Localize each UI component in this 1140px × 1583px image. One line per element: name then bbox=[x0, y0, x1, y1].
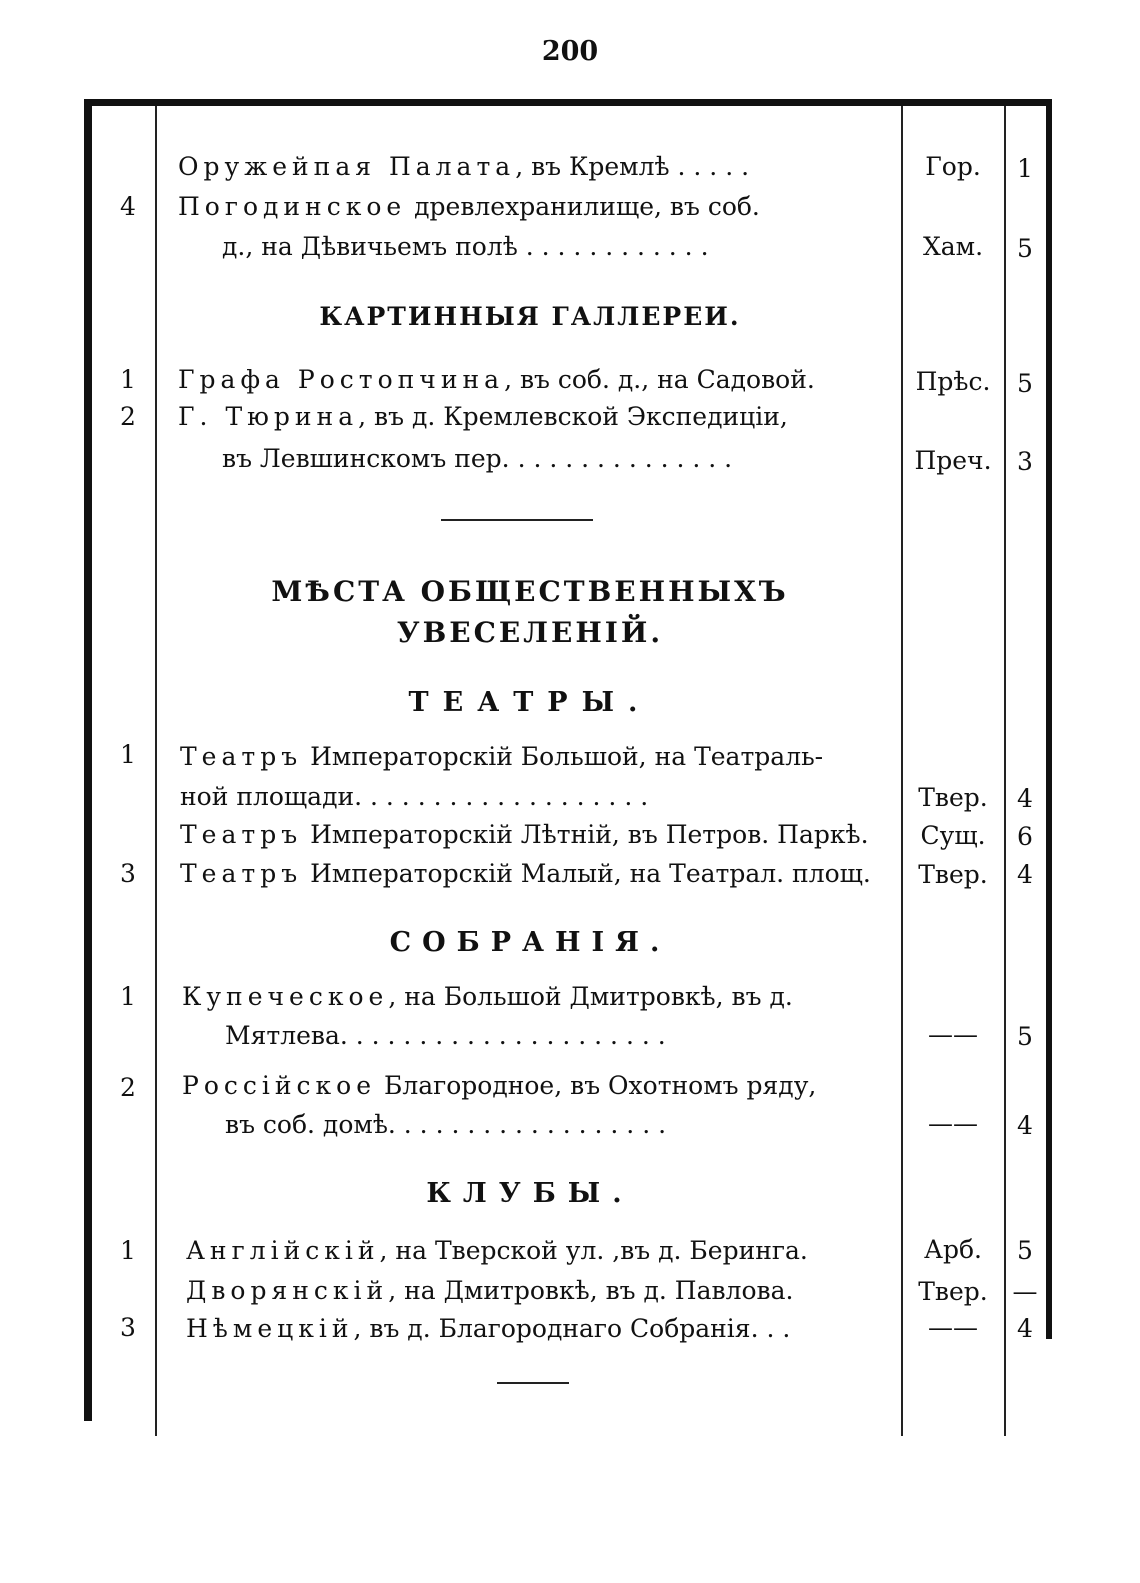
entry-name: Нѣмецкій bbox=[186, 1314, 354, 1343]
entry-text: , въ Кремлѣ bbox=[515, 152, 670, 181]
entry-district: Сущ. bbox=[920, 821, 986, 850]
entry-district: Твер. bbox=[918, 1277, 988, 1306]
entry-dots: . . . . . . . . . . . . . . . . . . bbox=[387, 1110, 667, 1139]
entry-text: Императорскій Лѣтній, въ Петров. Паркѣ. bbox=[302, 820, 869, 849]
entry-name: Театръ bbox=[180, 859, 303, 888]
entry-district: Преч. bbox=[914, 446, 992, 475]
entry-dots: . . . . . bbox=[669, 152, 750, 181]
entry-name: Россійское bbox=[182, 1071, 377, 1100]
entry-text: Благородное, въ Охотномъ ряду, bbox=[376, 1071, 817, 1100]
page-number: 200 bbox=[541, 36, 599, 67]
section-heading-places-cont: УВЕСЕЛЕНІЙ. bbox=[396, 616, 664, 649]
entry-number: 1 bbox=[120, 365, 136, 394]
entry-continuation: Мятлева bbox=[225, 1021, 340, 1050]
entry-dots: . . . . . . . . . . . . . . . bbox=[501, 444, 733, 473]
entry-part: 5 bbox=[1017, 1236, 1033, 1265]
entry-dots: . . . . . . . . . . . . . . . . . . . bbox=[354, 782, 649, 811]
entry-text: , на Большой Дмитровкѣ, въ д. bbox=[388, 982, 793, 1011]
entry-name: Г. Тюрина bbox=[178, 402, 359, 431]
entry-part: 4 bbox=[1017, 1314, 1033, 1343]
entry-number: 1 bbox=[120, 1236, 136, 1265]
entry-part: 5 bbox=[1017, 369, 1033, 398]
entry-district: Прѣс. bbox=[915, 367, 991, 396]
entry-name: Погодинское bbox=[178, 192, 407, 221]
entry-text: , въ д. Благороднаго Собранія. . . bbox=[353, 1314, 791, 1343]
entry-continuation: въ соб. домѣ bbox=[225, 1110, 388, 1139]
entry-text: древлехранилище, въ соб. bbox=[406, 192, 760, 221]
entry-name: Дворянскій bbox=[186, 1276, 389, 1305]
entry-part: 5 bbox=[1017, 234, 1033, 263]
section-separator bbox=[497, 1382, 569, 1384]
section-heading-theatres: ТЕАТРЫ. bbox=[408, 687, 652, 718]
entry-number: 3 bbox=[120, 859, 136, 888]
entry-name: Театръ bbox=[180, 820, 303, 849]
section-heading-gallery: КАРТИННЫЯ ГАЛЛЕРЕИ. bbox=[319, 302, 741, 331]
entry-district: Гор. bbox=[925, 152, 981, 181]
frame-left-rule bbox=[84, 99, 92, 1421]
entry-part: 1 bbox=[1017, 154, 1033, 183]
entry-part: 6 bbox=[1017, 822, 1033, 851]
entry-text: , на Дмитровкѣ, въ д. Павлова. bbox=[388, 1276, 794, 1305]
entry-part: 5 bbox=[1017, 1022, 1033, 1051]
entry-name: Англійскій bbox=[186, 1236, 380, 1265]
entry-part: — bbox=[1012, 1277, 1038, 1306]
section-heading-places: МѢСТА ОБЩЕСТВЕННЫХЪ bbox=[271, 575, 789, 608]
entry-text: , въ д. Кремлевской Экспедиціи, bbox=[358, 402, 788, 431]
entry-number: 4 bbox=[120, 192, 136, 221]
entry-part: 3 bbox=[1017, 447, 1033, 476]
entry-text: , въ соб. д., на Садовой. bbox=[504, 365, 815, 394]
column-divider-number bbox=[155, 106, 157, 1436]
entry-continuation: ной площади bbox=[180, 782, 355, 811]
entry-district: Арб. bbox=[924, 1235, 982, 1264]
entry-number: 2 bbox=[120, 1073, 136, 1102]
entry-continuation: въ Левшинскомъ пер bbox=[222, 444, 502, 473]
frame-right-rule bbox=[1046, 99, 1052, 1339]
entry-part: 4 bbox=[1017, 1111, 1033, 1140]
entry-number: 1 bbox=[120, 982, 136, 1011]
entry-district: Хам. bbox=[922, 232, 984, 261]
entry-district: Твер. bbox=[918, 783, 988, 812]
entry-district: —— bbox=[928, 1109, 978, 1138]
entry-part: 4 bbox=[1017, 860, 1033, 889]
section-separator bbox=[441, 519, 593, 521]
entry-number: 2 bbox=[120, 402, 136, 431]
entry-dots: . . . . . . . . . . . . bbox=[517, 232, 709, 261]
entry-name: Купеческое bbox=[182, 982, 389, 1011]
entry-part: 4 bbox=[1017, 784, 1033, 813]
entry-number: 1 bbox=[120, 740, 136, 769]
entry-number: 3 bbox=[120, 1313, 136, 1342]
entry-district: —— bbox=[928, 1020, 978, 1049]
section-heading-assemblies: СОБРАНІЯ. bbox=[389, 927, 671, 958]
entry-district: Твер. bbox=[918, 860, 988, 889]
entry-dots: . . . . . . . . . . . . . . . . . . . . . bbox=[339, 1021, 666, 1050]
entry-name: Графа Ростопчина bbox=[178, 365, 505, 394]
entry-district: —— bbox=[928, 1313, 978, 1342]
entry-text: , на Тверской ул. ,въ д. Беринга. bbox=[379, 1236, 808, 1265]
section-heading-clubs: КЛУБЫ. bbox=[426, 1178, 634, 1209]
entry-name: Театръ bbox=[180, 742, 303, 771]
entry-name: Оружейпая Палата bbox=[178, 152, 516, 181]
entry-text: Императорскій Большой, на Театраль- bbox=[302, 742, 824, 771]
entry-continuation: д., на Дѣвичьемъ полѣ bbox=[222, 232, 518, 261]
frame-top-rule bbox=[84, 99, 1052, 106]
entry-text: Императорскій Малый, на Театрал. площ. bbox=[302, 859, 871, 888]
